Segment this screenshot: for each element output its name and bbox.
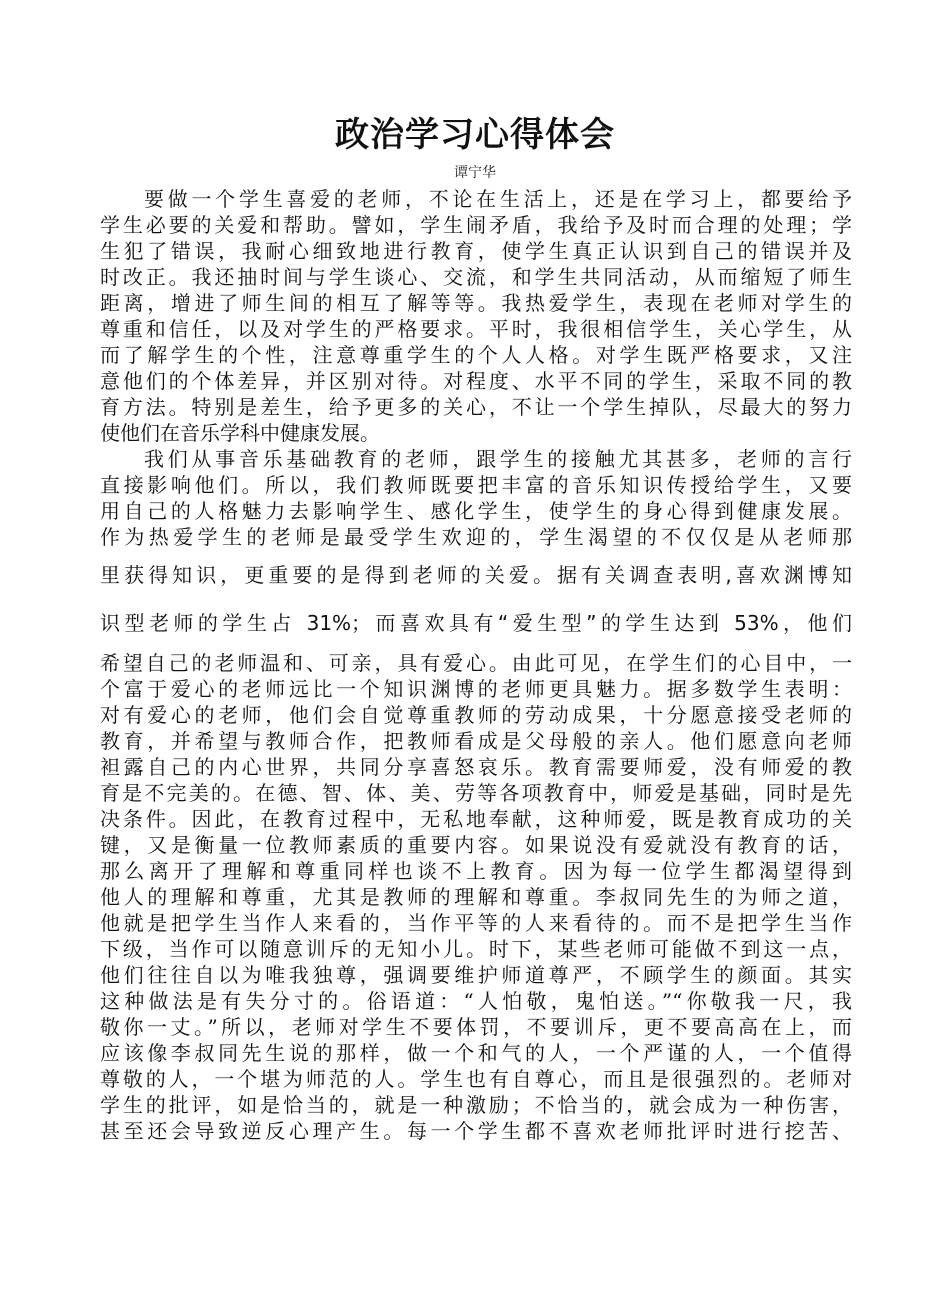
paragraph-line: 他们往往自以为唯我独尊，强调要维护师道尊严，不顾学生的颜面。其实 [100,963,852,987]
paragraph-line: 这种做法是有失分寸的。俗语道：“人怕敬，鬼怕送。”“你敬我一尺，我 [100,989,852,1013]
paragraph-line: 那么离开了理解和尊重同样也谈不上教育。因为每一位学生都渴望得到 [100,859,852,883]
paragraph-line: 育方法。特别是差生，给予更多的关心，不让一个学生掉队，尽最大的努力 [100,395,852,419]
paragraph-line: 用自己的人格魅力去影响学生、感化学生，使学生的身心得到健康发展。 [100,499,852,523]
paragraph-line: 他就是把学生当作人来看的，当作平等的人来看待的。而不是把学生当作 [100,911,852,935]
paragraph-line: 意他们的个体差异，并区别对待。对程度、水平不同的学生，采取不同的教 [100,369,852,393]
paragraph-line: 学生必要的关爱和帮助。譬如，学生闹矛盾，我给予及时而合理的处理；学 [100,213,852,237]
paragraph-line: 下级，当作可以随意训斥的无知小儿。时下，某些老师可能做不到这一点， [100,937,852,961]
paragraph-line: 敬你一丈。”所以，老师对学生不要体罚，不要训斥，更不要高高在上，而 [100,1015,852,1039]
paragraph-line: 距离，增进了师生间的相互了解等等。我热爱学生，表现在老师对学生的 [100,291,852,315]
paragraph-line: 生犯了错误，我耐心细致地进行教育，使学生真正认识到自己的错误并及 [100,239,852,263]
paragraph-line: 教育，并希望与教师合作，把教师看成是父母般的亲人。他们愿意向老师 [100,729,852,753]
paragraph-line: 应该像李叔同先生说的那样，做一个和气的人，一个严谨的人，一个值得 [100,1041,852,1065]
paragraph-line: 育是不完美的。在德、智、体、美、劳等各项教育中，师爱是基础，同时是先 [100,781,852,805]
paragraph-line: 对有爱心的老师，他们会自觉尊重教师的劳动成果，十分愿意接受老师的 [100,703,852,727]
paragraph-line: 学生的批评，如是恰当的，就是一种激励；不恰当的，就会成为一种伤害， [100,1093,852,1117]
paragraph-line: 决条件。因此，在教育过程中，无私地奉献，这种师爱，既是教育成功的关 [100,807,852,831]
document-title: 政治学习心得体会 [335,115,615,155]
paragraph-line: 时改正。我还抽时间与学生谈心、交流，和学生共同活动，从而缩短了师生 [100,265,852,289]
paragraph-line: 识型老师的学生占 31%；而喜欢具有“爱生型”的学生达到 53%，他们 [100,611,852,635]
paragraph-line: 而了解学生的个性，注意尊重学生的个人人格。对学生既严格要求，又注 [100,343,852,367]
paragraph-line: 尊敬的人，一个堪为师范的人。学生也有自尊心，而且是很强烈的。老师对 [100,1067,852,1091]
paragraph-line: 直接影响他们。所以，我们教师既要把丰富的音乐知识传授给学生，又要 [100,473,852,497]
paragraph-line: 里获得知识，更重要的是得到老师的关爱。据有关调查表明,喜欢渊博知 [100,563,852,587]
paragraph-line: 尊重和信任，以及对学生的严格要求。平时，我很相信学生，关心学生，从 [100,317,852,341]
paragraph-line: 袒露自己的内心世界，共同分享喜怒哀乐。教育需要师爱，没有师爱的教 [100,755,852,779]
paragraph-line: 希望自己的老师温和、可亲，具有爱心。由此可见，在学生们的心目中，一 [100,651,852,675]
paragraph-line: 甚至还会导致逆反心理产生。每一个学生都不喜欢老师批评时进行挖苦、 [100,1119,852,1143]
paragraph-line: 我们从事音乐基础教育的老师，跟学生的接触尤其甚多，老师的言行 [144,447,852,471]
author-name: 谭宁华 [454,165,496,181]
paragraph-line: 使他们在音乐学科中健康发展。 [100,421,380,445]
paragraph-line: 个富于爱心的老师远比一个知识渊博的老师更具魅力。据多数学生表明： [100,677,852,701]
document-body [100,186,852,1144]
paragraph-line: 要做一个学生喜爱的老师，不论在生活上，还是在学习上，都要给予 [144,187,852,211]
paragraph-line: 他人的理解和尊重，尤其是教师的理解和尊重。李叔同先生的为师之道， [100,885,852,909]
paragraph-line: 键，又是衡量一位教师素质的重要内容。如果说没有爱就没有教育的话， [100,833,852,857]
paragraph-line: 作为热爱学生的老师是最受学生欢迎的，学生渴望的不仅仅是从老师那 [100,525,852,549]
